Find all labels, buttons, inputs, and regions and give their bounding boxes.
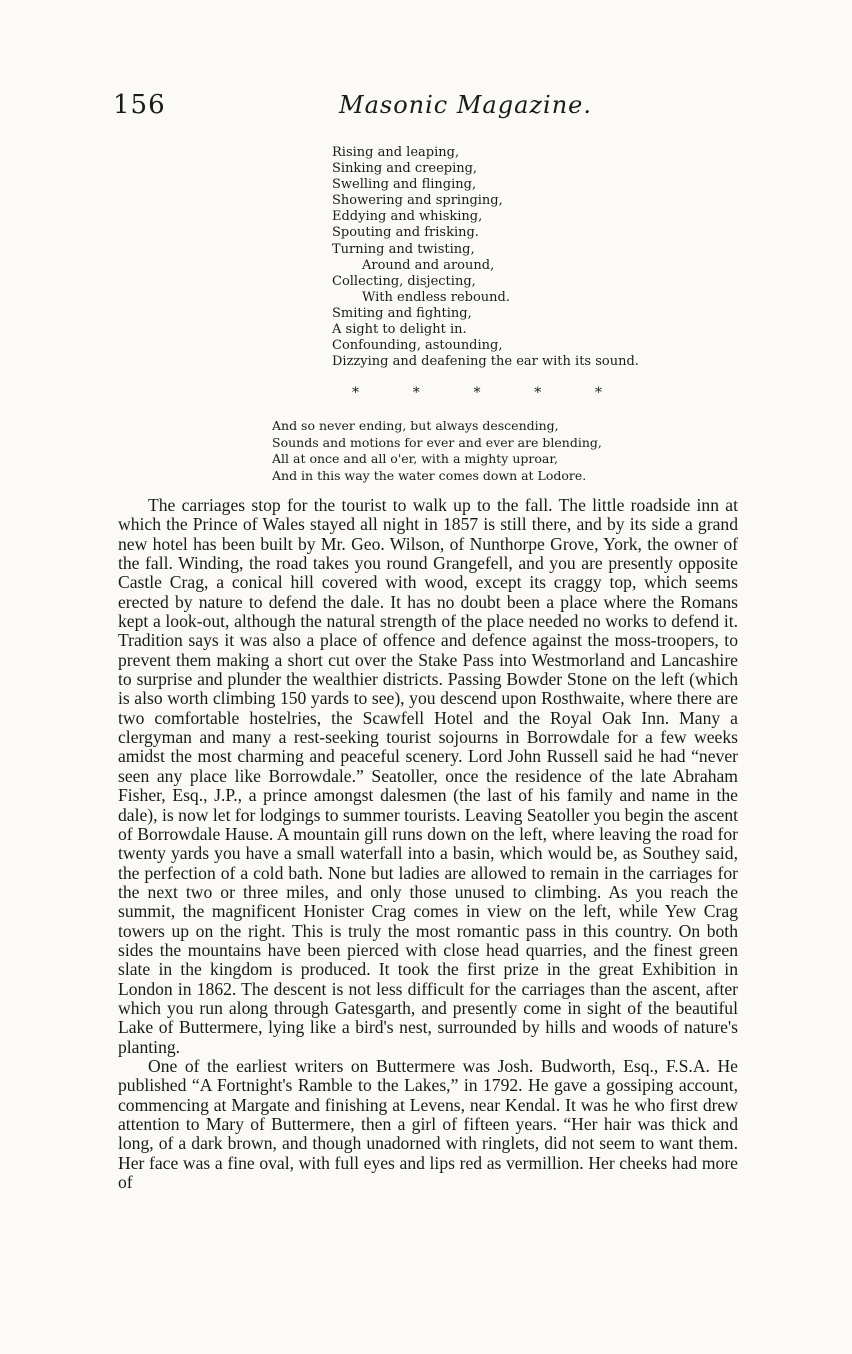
page-number: 156 [113,90,166,120]
poem-line: A sight to delight in. [332,322,467,338]
asterisk: * [412,385,420,401]
poem-line: With endless rebound. [362,289,510,305]
poem-line: Collecting, disjecting, [332,273,476,289]
poem-line: Confounding, astounding, [332,338,503,354]
closing-stanza [272,418,602,484]
poem-line: Showering and springing, [332,193,503,209]
stanza-line: And in this way the water comes down at Lodore. [272,467,587,483]
poem-line: Eddying and whisking, [332,209,483,225]
asterisk: * [473,385,481,401]
paragraph: The carriages stop for the tourist to walk up to the fall. The little roadside inn at which the Prince of Wales stayed all night in 1857 is still there, and by its side a grand new hotel has been built by Mr. Geo. Wilson, of Nunthorpe Grove, York, the owner of the fall. Winding, the road takes you round Grangefell, and you are presently opposite Castle Crag, a conical hill covered with wood, except its craggy top, which seems erected by nature to defend the dale. It has no doubt been a place where the Romans kept a look-out, although the natural strength of the place needed no works to defend it. Tradition says it was also a place of offence and defence against the moss-troopers, to prevent them making a short cut over the Stake Pass into Westmorland and Lancashire to surprise and plunder the wealthier districts. Passing Bowder Stone on the left (which is also worth climbing 150 yards to see), you descend upon Rosthwaite, where there are two comfortable hostelries, the Scawfell Hotel and the Royal Oak Inn. Many a clergyman and many a rest-seeking tourist sojourns in Borrowdale for a few weeks amidst the most charming and peaceful scenery. Lord John Russell said he had “never seen any place like Borrowdale.” Seatoller, once the residence of the late Abraham Fisher, Esq., J.P., a prince amongst dalesmen (the last of his family and name in the dale), is now let for lodgings to summer tourists. Leaving Seatoller you begin the ascent of Borrowdale Hause. A mountain gill runs down on the left, where leaving the road for twenty yards you have a small waterfall into a basin, which would be, as Southey said, the perfection of a cold bath. None but ladies are allowed to remain in the carriages for the next two or three miles, and only those unused to climbing. As you reach the summit, the magnificent Honister Crag comes in view on the left, while Yew Crag towers up on the right. This is truly the most romantic pass in this country. On both sides the mountains have been pierced with close head quarries, and the finest green slate in the kingdom is produced. It took the first prize in the great Exhibition in London in 1862. The descent is not less difficult for the carriages than the ascent, after which you run along through Gatesgarth, and presently come in sight of the beautiful Lake of Buttermere, lying like a bird's nest, surrounded by hills and woods of nature's planting. [118,495,738,1057]
body-text [118,496,738,1192]
asterisk: * [534,385,542,401]
poem-line: Spouting and frisking. [332,225,479,241]
poem-line: Rising and leaping, [332,145,460,160]
asterisk: * [595,385,602,401]
poem-line: Sinking and creeping, [332,161,478,177]
section-separator [352,385,602,401]
stanza-line: Sounds and motions for ever and ever are blending, [272,434,602,450]
poem-line: Turning and twisting, [332,241,475,257]
poem-line: Around and around, [362,257,495,273]
stanza-line: And so never ending, but always descending, [272,418,559,433]
running-title: Masonic Magazine. [339,91,593,119]
asterisk: * [352,385,359,401]
paragraph: One of the earliest writers on Buttermere was Josh. Budworth, Esq., F.S.A. He published “A Fortnight's Ramble to the Lakes,” in 1792. He gave a gossiping account, commencing at Margate and finishing at Levens, near Kendal. It was he who first drew attention to Mary of Buttermere, then a girl of fifteen years. “Her hair was thick and long, of a dark brown, and though unadorned with ringlets, did not seem to want them. Her face was a fine oval, with full eyes and lips red as vermillion. Her cheeks had more of [118,1055,738,1193]
poem-line: Smiting and fighting, [332,305,472,321]
poem-verse [332,145,639,370]
poem-line: Dizzying and deafening the ear with its sound. [332,354,639,370]
poem-line: Swelling and flinging, [332,177,477,193]
stanza-line: All at once and all o'er, with a mighty uproar, [272,451,558,466]
